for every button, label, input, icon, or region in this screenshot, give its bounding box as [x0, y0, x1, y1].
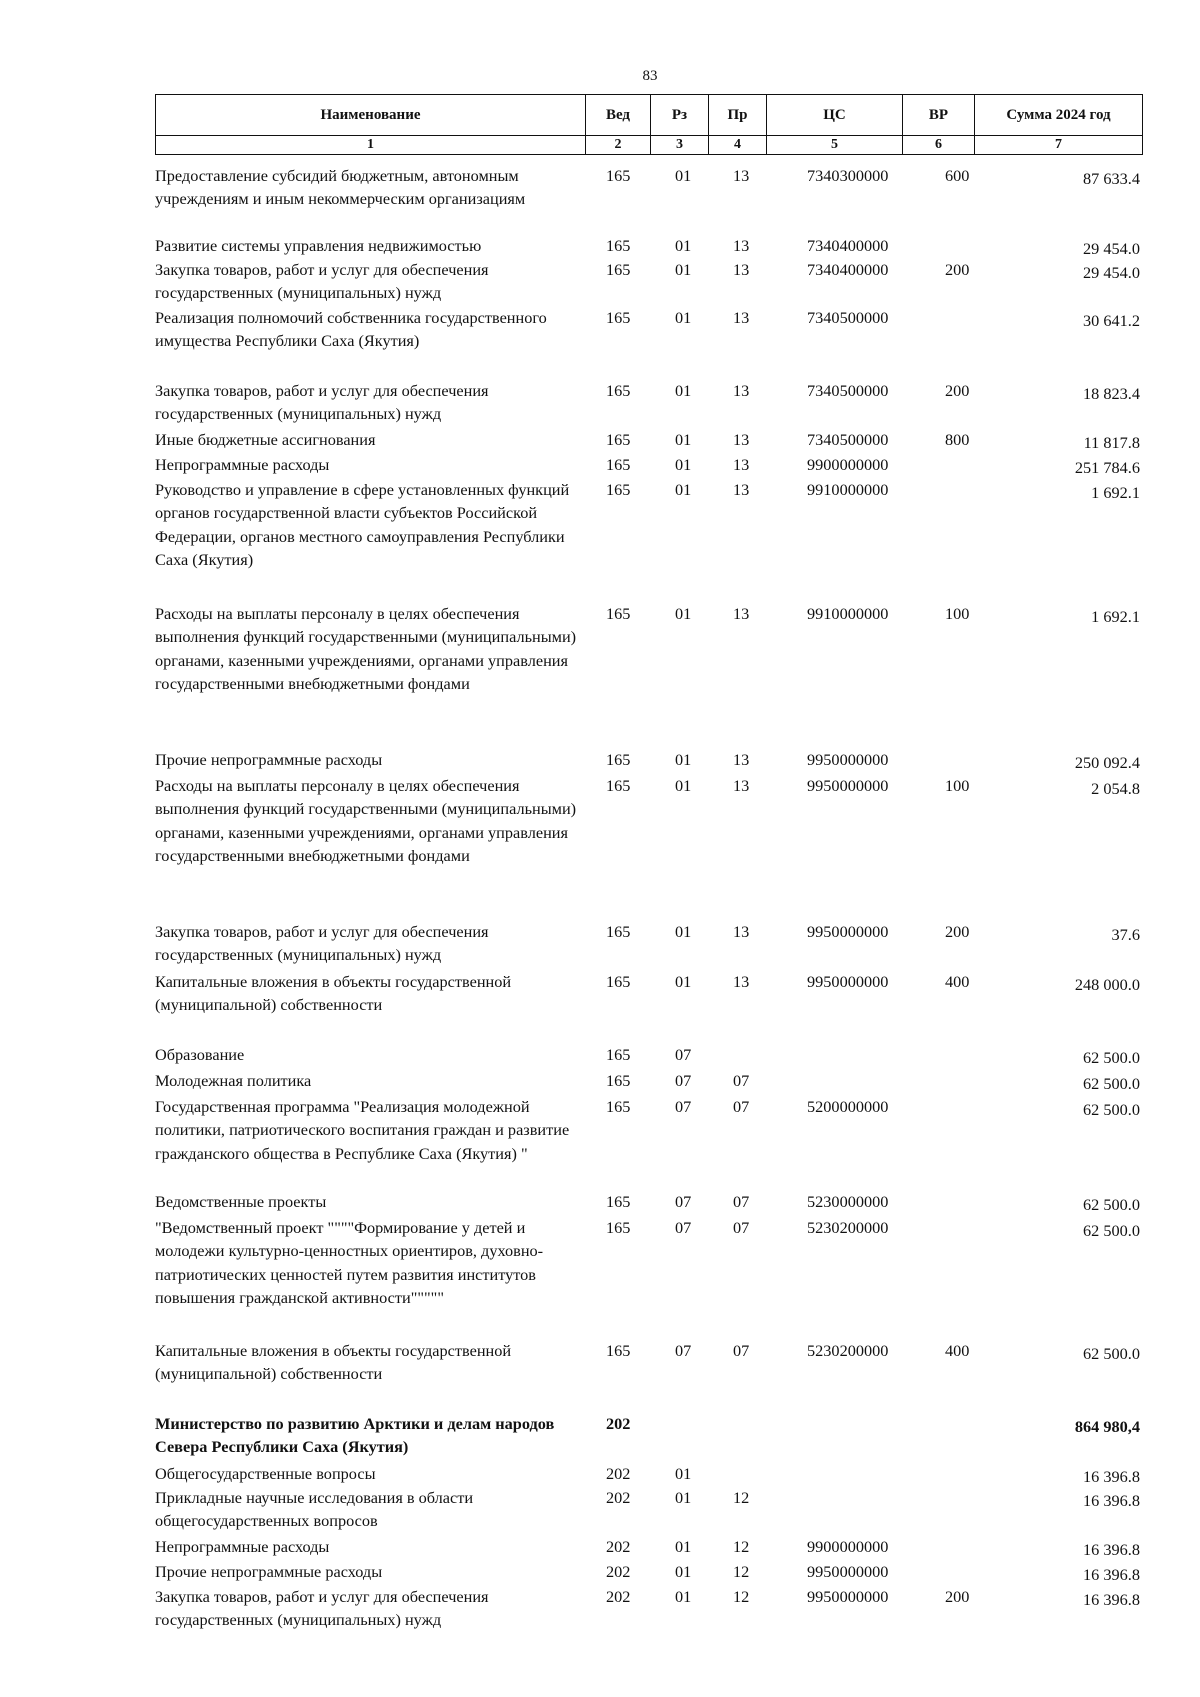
- row-rz: 01: [675, 236, 692, 255]
- row-pr: 13: [733, 166, 750, 185]
- row-name: Закупка товаров, работ и услуг для обеспечения государственных (муниципальных) нужд: [155, 381, 489, 424]
- table-row: [155, 1412, 1142, 1462]
- row-ved: 165: [606, 480, 631, 499]
- row-name: Закупка товаров, работ и услуг для обеспечения государственных (муниципальных) нужд: [155, 260, 489, 303]
- row-cs: 9950000000: [807, 972, 889, 991]
- row-cs: 9950000000: [807, 1587, 889, 1606]
- row-name: Закупка товаров, работ и услуг для обеспечения государственных (муниципальных) нужд: [155, 922, 489, 965]
- row-rz: 07: [675, 1097, 692, 1116]
- row-sum: 30 641.2: [1083, 311, 1140, 330]
- row-name: Капитальные вложения в объекты государственной (муниципальной) собственности: [155, 972, 512, 1015]
- header-num-3: 3: [651, 136, 709, 155]
- row-rz: 07: [675, 1071, 692, 1090]
- row-sum: 16 396.8: [1083, 1565, 1140, 1584]
- table-row: [155, 970, 1142, 1043]
- table-row: [155, 1560, 1142, 1585]
- row-rz: 01: [675, 604, 692, 623]
- row-sum: 16 396.8: [1083, 1491, 1140, 1510]
- row-pr: 07: [733, 1218, 750, 1237]
- row-ved: 165: [606, 236, 631, 255]
- row-sum: 29 454.0: [1083, 239, 1140, 258]
- row-name: Министерство по развитию Арктики и делам народов Севера Республики Саха (Якутия): [155, 1414, 555, 1457]
- row-pr: 13: [733, 604, 750, 623]
- row-name: Капитальные вложения в объекты государственной (муниципальной) собственности: [155, 1341, 512, 1384]
- row-cs: 7340400000: [807, 236, 889, 255]
- header-num-1: 1: [156, 136, 586, 155]
- row-pr: 13: [733, 236, 750, 255]
- row-pr: 07: [733, 1097, 750, 1116]
- table-row: [155, 453, 1142, 478]
- header-title-row: [156, 95, 1143, 136]
- row-pr: 13: [733, 308, 750, 327]
- row-name: Расходы на выплаты персоналу в целях обеспечения выполнения функций государственными (муниципальными) органами, казенными учреждениями, органами управления государственными внебюджетными фондами: [155, 604, 577, 693]
- row-ved: 165: [606, 166, 631, 185]
- table-row: [155, 774, 1142, 920]
- row-ved: 165: [606, 308, 631, 327]
- row-ved: 165: [606, 260, 631, 279]
- row-vr: 200: [945, 922, 970, 941]
- row-pr: 13: [733, 776, 750, 795]
- row-name: Прочие непрограммные расходы: [155, 750, 383, 769]
- row-name: "Ведомственный проект """"Формирование у детей и молодежи культурно-ценностных ориентиров, духовно-патриотических ценностей путем развития институтов повышения гражданской активности""""": [155, 1218, 544, 1307]
- row-rz: 01: [675, 166, 692, 185]
- row-ved: 165: [606, 381, 631, 400]
- row-cs: 9950000000: [807, 1562, 889, 1581]
- row-cs: 7340500000: [807, 381, 889, 400]
- row-sum: 1 692.1: [1091, 483, 1140, 502]
- row-pr: 07: [733, 1341, 750, 1360]
- row-rz: 07: [675, 1341, 692, 1360]
- row-cs: 5230200000: [807, 1341, 889, 1360]
- row-rz: 01: [675, 776, 692, 795]
- row-name: Непрограммные расходы: [155, 1537, 330, 1556]
- table-row: [155, 258, 1142, 306]
- row-vr: 100: [945, 776, 970, 795]
- row-ved: 165: [606, 776, 631, 795]
- row-pr: 07: [733, 1071, 750, 1090]
- row-cs: 7340400000: [807, 260, 889, 279]
- table-row: [155, 1190, 1142, 1216]
- row-vr: 200: [945, 260, 970, 279]
- table-row: [155, 1585, 1142, 1633]
- row-sum: 29 454.0: [1083, 263, 1140, 282]
- table-row: [155, 164, 1142, 234]
- row-cs: 7340500000: [807, 430, 889, 449]
- row-cs: 9910000000: [807, 604, 889, 623]
- row-ved: 202: [606, 1537, 631, 1556]
- row-pr: 13: [733, 480, 750, 499]
- row-pr: 13: [733, 922, 750, 941]
- row-ved: 165: [606, 922, 631, 941]
- row-name: Реализация полномочий собственника государственного имущества Республики Саха (Якутия): [155, 308, 547, 351]
- row-name: Предоставление субсидий бюджетным, автономным учреждениям и иным некоммерческим организациям: [155, 166, 526, 209]
- page-number: 83: [642, 68, 658, 84]
- header-num-4: 4: [709, 136, 767, 155]
- row-rz: 07: [675, 1218, 692, 1237]
- row-name: Иные бюджетные ассигнования: [155, 430, 376, 449]
- row-sum: 37.6: [1111, 925, 1140, 944]
- row-name: Закупка товаров, работ и услуг для обеспечения государственных (муниципальных) нужд: [155, 1587, 489, 1630]
- row-pr: 13: [733, 430, 750, 449]
- header-name: Наименование: [156, 95, 586, 136]
- row-pr: 13: [733, 455, 750, 474]
- row-name: Руководство и управление в сфере установленных функций органов государственной власти субъектов Российской Федерации, органов местного самоуправления Республики Саха (Якутия): [155, 480, 570, 569]
- row-ved: 202: [606, 1562, 631, 1581]
- row-vr: 800: [945, 430, 970, 449]
- row-pr: 12: [733, 1587, 750, 1606]
- row-pr: 13: [733, 381, 750, 400]
- row-pr: 13: [733, 750, 750, 769]
- row-rz: 07: [675, 1045, 692, 1064]
- row-ved: 165: [606, 430, 631, 449]
- table-row: [155, 478, 1142, 602]
- row-vr: 400: [945, 1341, 970, 1360]
- table-row: [155, 1043, 1142, 1069]
- row-pr: 12: [733, 1562, 750, 1581]
- row-rz: 01: [675, 260, 692, 279]
- row-sum: 18 823.4: [1083, 384, 1140, 403]
- table-row: [155, 1535, 1142, 1560]
- row-rz: 01: [675, 430, 692, 449]
- row-rz: 01: [675, 480, 692, 499]
- table-row: [155, 379, 1142, 428]
- row-sum: 2 054.8: [1091, 779, 1140, 798]
- row-pr: 13: [733, 260, 750, 279]
- table-row: [155, 1462, 1142, 1486]
- row-ved: 165: [606, 750, 631, 769]
- row-sum: 62 500.0: [1083, 1100, 1140, 1119]
- row-sum: 62 500.0: [1083, 1344, 1140, 1363]
- row-rz: 01: [675, 972, 692, 991]
- row-sum: 864 980,4: [1074, 1417, 1140, 1436]
- header-rz: Рз: [651, 95, 709, 136]
- header-ved: Вед: [586, 95, 651, 136]
- row-rz: 01: [675, 1464, 692, 1483]
- row-name: Расходы на выплаты персоналу в целях обеспечения выполнения функций государственными (муниципальными) органами, казенными учреждениями, органами управления государственными внебюджетными фондами: [155, 776, 577, 865]
- header-vr: ВР: [903, 95, 975, 136]
- row-name: Молодежная политика: [155, 1071, 312, 1090]
- table-row: [155, 602, 1142, 748]
- row-cs: 5200000000: [807, 1097, 889, 1116]
- row-ved: 202: [606, 1464, 631, 1483]
- table-row: [155, 234, 1142, 258]
- header-pr: Пр: [709, 95, 767, 136]
- table-row: [155, 1216, 1142, 1339]
- row-pr: 07: [733, 1192, 750, 1211]
- header-num-5: 5: [767, 136, 903, 155]
- table-row: [155, 1339, 1142, 1412]
- row-name: Развитие системы управления недвижимостью: [155, 236, 482, 255]
- row-sum: 11 817.8: [1083, 433, 1140, 452]
- row-name: Образование: [155, 1045, 245, 1064]
- header-num-7: 7: [975, 136, 1143, 155]
- table-row: [155, 1095, 1142, 1190]
- row-ved: 202: [606, 1587, 631, 1606]
- row-pr: 13: [733, 972, 750, 991]
- row-cs: 5230200000: [807, 1218, 889, 1237]
- row-sum: 250 092.4: [1074, 753, 1140, 772]
- table-row: [155, 920, 1142, 970]
- row-cs: 9900000000: [807, 1537, 889, 1556]
- row-vr: 200: [945, 1587, 970, 1606]
- row-sum: 248 000.0: [1074, 975, 1140, 994]
- row-name: Прикладные научные исследования в области общегосударственных вопросов: [155, 1488, 474, 1531]
- row-sum: 62 500.0: [1083, 1048, 1140, 1067]
- header-cs: ЦС: [767, 95, 903, 136]
- row-sum: 62 500.0: [1083, 1195, 1140, 1214]
- table-header: [155, 94, 1143, 155]
- row-name: Общегосударственные вопросы: [155, 1464, 376, 1483]
- row-rz: 01: [675, 922, 692, 941]
- row-rz: 01: [675, 308, 692, 327]
- table-body: [155, 164, 1142, 1633]
- row-ved: 165: [606, 1192, 631, 1211]
- row-sum: 62 500.0: [1083, 1221, 1140, 1240]
- row-sum: 16 396.8: [1083, 1590, 1140, 1609]
- row-rz: 01: [675, 1562, 692, 1581]
- row-sum: 87 633.4: [1083, 169, 1140, 188]
- row-vr: 100: [945, 604, 970, 623]
- header-num-6: 6: [903, 136, 975, 155]
- row-name: Непрограммные расходы: [155, 455, 330, 474]
- row-ved: 202: [606, 1488, 631, 1507]
- row-vr: 600: [945, 166, 970, 185]
- row-sum: 16 396.8: [1083, 1467, 1140, 1486]
- row-ved: 165: [606, 455, 631, 474]
- row-sum: 62 500.0: [1083, 1074, 1140, 1093]
- row-cs: 9950000000: [807, 750, 889, 769]
- row-cs: 9950000000: [807, 922, 889, 941]
- row-pr: 12: [733, 1537, 750, 1556]
- row-vr: 200: [945, 381, 970, 400]
- row-cs: 9900000000: [807, 455, 889, 474]
- row-ved: 165: [606, 1097, 631, 1116]
- row-ved: 165: [606, 1045, 631, 1064]
- row-ved: 165: [606, 1341, 631, 1360]
- row-rz: 01: [675, 381, 692, 400]
- row-pr: 12: [733, 1488, 750, 1507]
- table-row: [155, 748, 1142, 774]
- table-row: [155, 428, 1142, 453]
- row-cs: 7340500000: [807, 308, 889, 327]
- row-cs: 9950000000: [807, 776, 889, 795]
- row-rz: 01: [675, 455, 692, 474]
- row-cs: 5230000000: [807, 1192, 889, 1211]
- header-sum: Сумма 2024 год: [975, 95, 1143, 136]
- header-num-2: 2: [586, 136, 651, 155]
- row-name: Прочие непрограммные расходы: [155, 1562, 383, 1581]
- header-number-row: [156, 136, 1143, 155]
- row-ved: 165: [606, 1218, 631, 1237]
- table-row: [155, 1486, 1142, 1535]
- table-row: [155, 306, 1142, 379]
- table-row: [155, 1069, 1142, 1095]
- row-name: Ведомственные проекты: [155, 1192, 327, 1211]
- row-ved: 165: [606, 1071, 631, 1090]
- row-rz: 01: [675, 750, 692, 769]
- row-sum: 16 396.8: [1083, 1540, 1140, 1559]
- row-rz: 01: [675, 1587, 692, 1606]
- row-ved: 202: [606, 1414, 631, 1433]
- row-name: Государственная программа "Реализация молодежной политики, патриотического воспитания граждан и развитие гражданского общества в Республике Саха (Якутия) ": [155, 1097, 570, 1163]
- row-ved: 165: [606, 972, 631, 991]
- row-cs: 9910000000: [807, 480, 889, 499]
- row-sum: 251 784.6: [1074, 458, 1140, 477]
- row-rz: 07: [675, 1192, 692, 1211]
- row-sum: 1 692.1: [1091, 607, 1140, 626]
- row-ved: 165: [606, 604, 631, 623]
- row-rz: 01: [675, 1488, 692, 1507]
- row-rz: 01: [675, 1537, 692, 1556]
- row-vr: 400: [945, 972, 970, 991]
- row-cs: 7340300000: [807, 166, 889, 185]
